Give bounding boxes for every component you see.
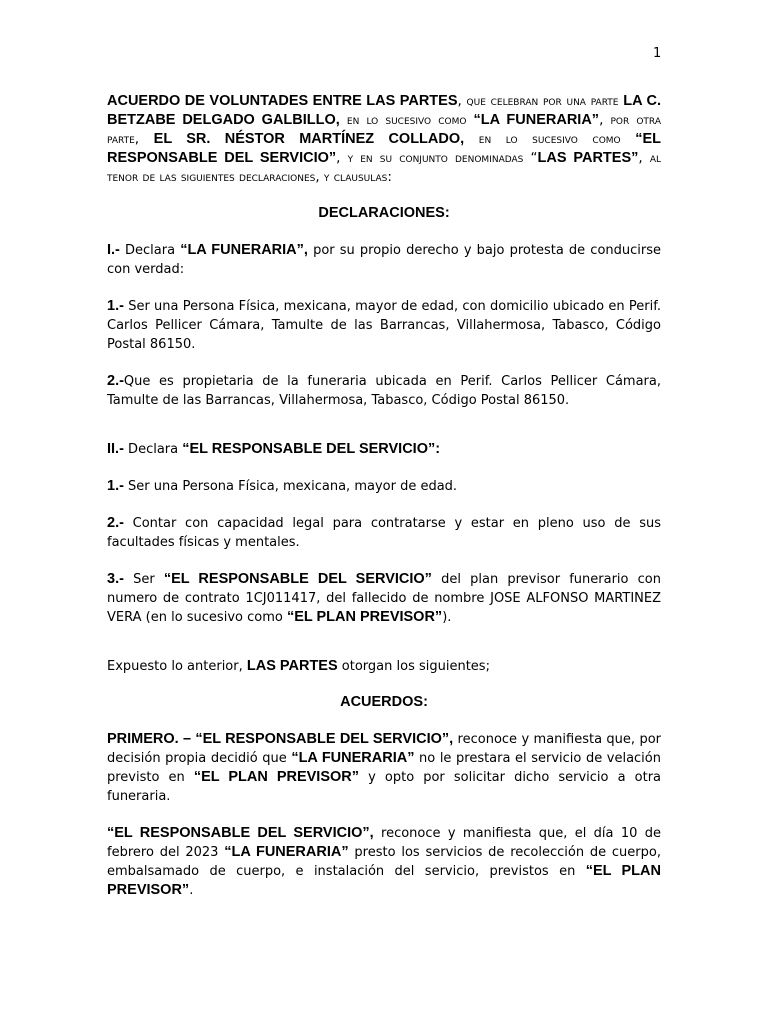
- page-number: 1: [653, 46, 662, 61]
- item-text: Contar con capacidad legal para contratarse y estar en pleno uso de sus facultades físicas y mentales.: [107, 516, 661, 550]
- item-3-text-2: del plan previsor funerario con numero de contrato 1CJ011417, del fallecido de nombre JOSE ALFONSO MARTINEZ VERA (en lo sucesivo como: [107, 572, 661, 625]
- item-number: 2.-: [107, 373, 124, 389]
- item-3-text-1: Ser: [123, 572, 164, 587]
- item-number: 3.-: [107, 571, 124, 587]
- intro-text-1: , que celebran por una parte: [457, 93, 624, 109]
- segundo-bold-2: “LA FUNERARIA”: [224, 844, 349, 860]
- intro-bold-4: EL SR. NÉSTOR MARTÍNEZ COLLADO,: [153, 131, 465, 147]
- intro-bold-6: LAS PARTES”: [537, 150, 639, 166]
- declaration-2-bold: “EL RESPONSABLE DEL SERVICIO”:: [182, 441, 441, 457]
- intro-bold-3: “LA FUNERARIA”: [473, 112, 600, 128]
- declaraciones-heading: [107, 204, 661, 223]
- declaration-2-item-2: [107, 514, 661, 552]
- declaration-2-item-3: [107, 570, 661, 627]
- acuerdos-heading: [107, 693, 661, 712]
- intro-text-3: , por otra parte,: [107, 112, 661, 147]
- segundo-bold-1: “EL RESPONSABLE DEL SERVICIO”,: [107, 825, 374, 841]
- primero-text-3: y opto por solicitar dicho servicio a otra funeraria.: [107, 770, 662, 804]
- intro-text-6: , al tenor de las siguientes declaraciones, y clausulas:: [107, 150, 661, 185]
- intro-text-2: en lo sucesivo como: [339, 112, 474, 128]
- intro-bold-5: “EL RESPONSABLE DEL SERVICIO”: [107, 131, 661, 166]
- item-3-text-3: ).: [442, 610, 452, 625]
- item-3-bold-1: “EL RESPONSABLE DEL SERVICIO”: [163, 571, 432, 587]
- item-3-bold-2: “EL PLAN PREVISOR”: [286, 609, 443, 625]
- declaration-2: [107, 440, 661, 459]
- intro-bold-1: ACUERDO DE VOLUNTADES ENTRE LAS PARTES: [107, 93, 458, 109]
- intro-text-4: en lo sucesivo como: [464, 131, 636, 147]
- declaration-1-item-1: [107, 297, 661, 354]
- intro-bold-2: LA C. BETZABE DELGADO GALBILLO,: [107, 93, 661, 128]
- primero-bold-3: “EL PLAN PREVISOR”: [193, 769, 360, 785]
- item-text: Ser una Persona Física, mexicana, mayor de edad.: [123, 479, 458, 494]
- declaration-2-item-1: [107, 477, 661, 496]
- primero-paragraph: [107, 730, 661, 806]
- item-number: 2.-: [107, 515, 124, 531]
- declaration-2-text: Declara: [123, 442, 183, 457]
- expuesto-text-2: otorgan los siguientes;: [337, 659, 490, 674]
- acuerdos-heading-text: ACUERDOS:: [340, 694, 428, 710]
- segundo-text-1: reconoce y manifiesta que, el día 10 de febrero del 2023: [107, 826, 661, 860]
- document-body: [107, 92, 661, 900]
- declaration-1-text-1: Declara: [119, 243, 181, 258]
- expuesto-text-1: Expuesto lo anterior,: [107, 659, 247, 674]
- item-number: 1.-: [107, 298, 124, 314]
- item-text: Ser una Persona Física, mexicana, mayor de edad, con domicilio ubicado en Perif. Carlos Pellicer Cámara, Tamulte de las Barrancas, Villahermosa, Tabasco, Código Postal 86150.: [107, 299, 661, 352]
- expuesto-bold: LAS PARTES: [246, 658, 338, 674]
- declaration-1-number: I.-: [107, 242, 120, 258]
- item-text: Que es propietaria de la funeraria ubicada en Perif. Carlos Pellicer Cámara, Tamulte de las Barrancas, Villahermosa, Tabasco, Código Postal 86150.: [107, 374, 661, 408]
- item-number: 1.-: [107, 478, 124, 494]
- declaration-1-text-2: por su propio derecho y bajo protesta de conducirse con verdad:: [107, 243, 662, 277]
- segundo-bold-3: “EL PLAN PREVISOR”: [107, 863, 661, 898]
- expuesto-paragraph: [107, 657, 661, 676]
- intro-text-5: , y en su conjunto denominadas “: [336, 150, 538, 166]
- primero-text-1: reconoce y manifiesta que, por decisión propia decidió que: [107, 732, 661, 766]
- declaraciones-heading-text: DECLARACIONES:: [318, 205, 450, 221]
- segundo-paragraph: [107, 824, 661, 900]
- segundo-text-2: presto los servicios de recolección de cuerpo, embalsamado de cuerpo, e instalación del servicio, previstos en: [107, 845, 661, 879]
- declaration-2-number: II.-: [107, 441, 124, 457]
- primero-bold-2: “LA FUNERARIA”: [291, 750, 415, 766]
- declaration-1-item-2: [107, 372, 661, 410]
- primero-bold-1: PRIMERO. – “EL RESPONSABLE DEL SERVICIO”,: [107, 731, 454, 747]
- intro-paragraph: [107, 92, 661, 187]
- segundo-text-3: .: [189, 883, 194, 898]
- declaration-1: [107, 241, 661, 279]
- declaration-1-bold: “LA FUNERARIA”,: [180, 242, 308, 258]
- primero-text-2: no le prestara el servicio de velación previsto en: [107, 751, 661, 785]
